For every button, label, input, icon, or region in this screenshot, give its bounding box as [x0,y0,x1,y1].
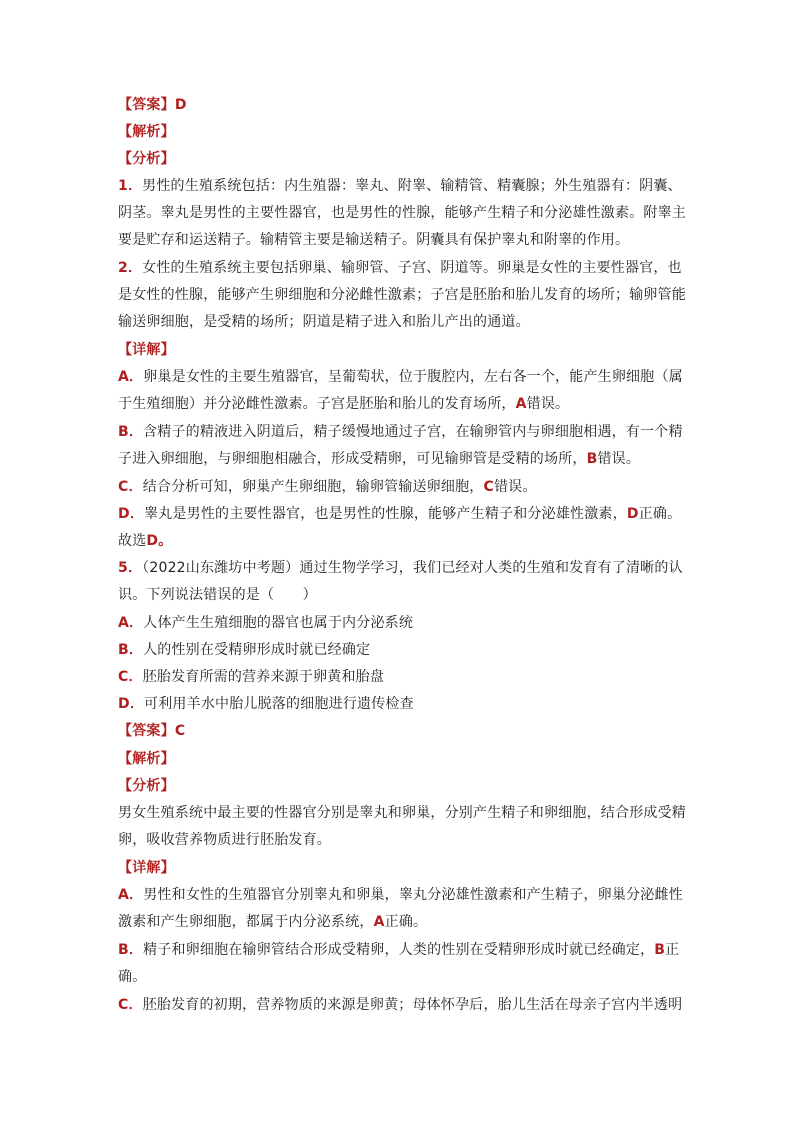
fenxi-2-line-2: 卵，吸收营养物质进行胚胎发育。 [118,832,331,848]
paragraph-2-line-3: 输送卵细胞，是受精的场所；阴道是精子进入和胎儿产出的通道。 [118,314,530,330]
option-a-line-1: A．卵巢是女性的主要生殖器官，呈葡萄状，位于腹腔内，左右各一个，能产生卵细胞（属 [118,369,683,385]
answer-value: D [174,97,187,113]
paragraph-1-line-1: 1．男性的生殖系统包括：内生殖器：睾丸、附睾、输精管、精囊腺；外生殖器有：阴囊、 [118,178,682,194]
detail-heading: 【详解】 [118,342,175,358]
explain-b-line-1: B．精子和卵细胞在输卵管结合形成受精卵，人类的性别在受精卵形成时就已经确定，B正 [118,942,680,958]
question-5-option-d: D．可利用羊水中胎儿脱落的细胞进行遗传检查 [118,696,414,712]
option-key: B． [118,424,144,440]
paragraph-2-line-2: 是女性的性腺，能够产生卵细胞和分泌雌性激素；子宫是胚胎和胎儿发育的场所；输卵管能 [118,287,686,303]
paragraph-number: 2． [118,260,143,276]
fenxi-heading: 【分析】 [118,778,175,794]
explain-b-line-2: 确。 [118,969,147,985]
answer-line [118,95,187,115]
option-key: D． [118,506,145,522]
explain-a-line-1: A．男性和女性的生殖器官分别睾丸和卵巢，睾丸分泌雄性激素和产生精子，卵巢分泌雌性 [118,887,683,903]
explain-a-line-2: 激素和产生卵细胞，都属于内分泌系统，A正确。 [118,914,428,930]
detail-heading: 【详解】 [118,860,175,876]
option-key: B． [118,942,144,958]
option-b-line-2: 子进入卵细胞，与卵细胞相融合，形成受精卵，可见输卵管是受精的场所，B错误。 [118,451,641,467]
fenxi-2-line-1: 男女生殖系统中最主要的性器官分别是睾丸和卵巢，分别产生精子和卵细胞，结合形成受精 [118,805,686,821]
answer-label: 【答案】 [118,723,175,739]
option-key: A． [118,369,144,385]
question-5-option-a: A．人体产生生殖细胞的器官也属于内分泌系统 [118,615,414,631]
option-key: A． [118,887,144,903]
question-5-line-1: 5．（2022山东潍坊中考题）通过生物学学习，我们已经对人类的生殖和发育有了清晰的认 [118,560,683,576]
answer-line [118,721,185,741]
explain-c-line-1: C．胚胎发育的初期，营养物质的来源是卵黄；母体怀孕后，胎儿生活在母亲子宫内半透明 [118,997,683,1013]
option-d-line-1: D．睾丸是男性的主要性器官，也是男性的性腺，能够产生精子和分泌雄性激素，D正确。 [118,506,682,522]
question-number: 5． [118,560,143,576]
conclusion-line: 故选D。 [118,533,173,549]
option-key: C． [118,479,143,495]
question-5-option-c: C．胚胎发育所需的营养来源于卵黄和胎盘 [118,669,385,685]
option-a-line-2: 于生殖细胞）并分泌雌性激素。子宫是胚胎和胎儿的发育场所，A错误。 [118,396,570,412]
analysis-heading: 【解析】 [118,124,175,140]
option-b-line-1: B．含精子的精液进入阴道后，精子缓慢地通过子宫，在输卵管内与卵细胞相遇，有一个精 [118,424,683,440]
option-key: C． [118,997,143,1013]
analysis-heading: 【解析】 [118,751,175,767]
question-5-option-b: B．人的性别在受精卵形成时就已经确定 [118,642,371,658]
answer-label: 【答案】 [118,97,175,113]
answer-value: C [174,723,186,739]
paragraph-number: 1． [118,178,143,194]
question-5-line-2: 识。下列说法错误的是（ ） [118,587,317,603]
paragraph-1-line-2: 阴茎。睾丸是男性的主要性器官，也是男性的性腺，能够产生精子和分泌雄性激素。附睾主 [118,205,686,221]
paragraph-2-line-1: 2．女性的生殖系统主要包括卵巢、输卵管、子宫、阴道等。卵巢是女性的主要性器官，也 [118,260,682,276]
fenxi-heading: 【分析】 [118,151,175,167]
paragraph-1-line-3: 要是贮存和运送精子。输精管主要是输送精子。阴囊具有保护睾丸和附睾的作用。 [118,232,630,248]
option-c-line-1: C．结合分析可知，卵巢产生卵细胞，输卵管输送卵细胞，C错误。 [118,479,537,495]
